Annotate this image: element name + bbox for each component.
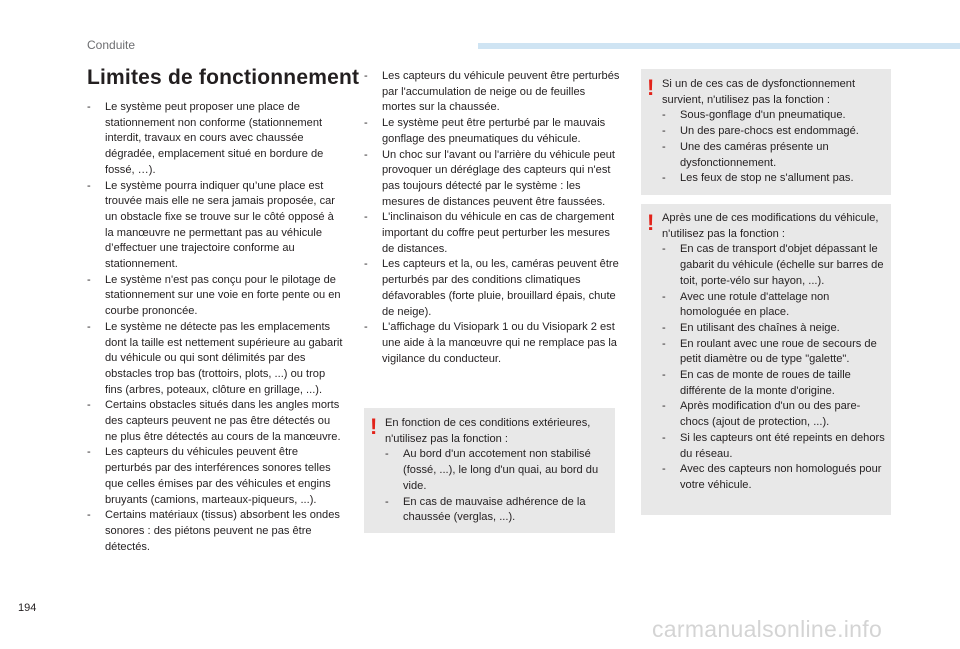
- list-item: - Le système peut être perturbé par le mauvais gonflage des pneumatiques du véhicule.: [364, 117, 606, 145]
- list-item: - Le système ne détecte pas les emplacements dont la taille est nettement supérieure au gabarit du véhicule ou qui sont délimités par des obstacles trop bas (trottoirs, plots, ...) ou trop fins (arbres, poteaux, clôture en grillage, ...).: [87, 320, 343, 396]
- list-item: - Un choc sur l'avant ou l'arrière du véhicule peut provoquer un déréglage des capteurs qui n'est pas toujours détecté par le système : les mesures de distances peuvent être faussées.: [364, 148, 616, 208]
- list-item: - L'affichage du Visiopark 1 ou du Visiopark 2 est une aide à la manœuvre qui ne remplace pas la vigilance du conducteur.: [364, 321, 617, 365]
- warning-box-modifications: [641, 204, 891, 515]
- limitations-list-2: [364, 69, 622, 367]
- watermark: carmanualsonline.info: [652, 616, 883, 642]
- list-item: - En cas de transport d'objet dépassant le gabarit du véhicule (échelle sur barres de toit, porte-vélo sur hayon, ...).: [662, 243, 884, 287]
- list-item: - Avec une rotule d'attelage non homologuée en place.: [662, 290, 830, 319]
- warning-intro: Si un de ces cas de dysfonctionnement survient, n'utilisez pas la fonction :: [662, 78, 856, 106]
- warning-box-malfunction: [641, 69, 891, 195]
- list-item: - Un des pare-chocs est endommagé.: [662, 125, 859, 138]
- page-title: Limites de fonctionnement: [87, 66, 360, 89]
- list-item: - Certains matériaux (tissus) absorbent les ondes sonores : des piétons peuvent ne pas être détectés.: [87, 509, 340, 553]
- warning-list: [662, 242, 885, 493]
- page-number: 194: [18, 602, 37, 614]
- list-item: - Certains obstacles situés dans les angles morts des capteurs peuvent ne pas être détectés ou ne plus être détectés au cours de la manœuvre.: [87, 399, 341, 443]
- list-item: - Le système peut proposer une place de stationnement non conforme (stationnement interdit, travaux en cours avec chaussée dégradée, emplacement situé en bordure de fossé, …).: [87, 101, 324, 176]
- list-item: - Le système n'est pas conçu pour le pilotage de stationnement sur une voie en forte pente ou en courbe prononcée.: [87, 273, 341, 318]
- list-item: - Les capteurs et la, ou les, caméras peuvent être perturbés par des conditions climatiques défavorables (forte pluie, brouillard épais, chute de neige).: [364, 258, 619, 318]
- warning-intro: Après une de ces modifications du véhicule, n'utilisez pas la fonction :: [662, 212, 879, 240]
- list-item: - Les feux de stop ne s'allument pas.: [662, 172, 854, 185]
- warning-list: [385, 447, 609, 526]
- column-1: [87, 100, 345, 555]
- warning-icon: !: [370, 414, 378, 439]
- list-item: - Le système pourra indiquer qu’une place est trouvée mais elle ne sera jamais proposée, car un obstacle fixe se trouve sur le côté opposé à la manœuvre ne permettant pas au véhicule d’effectuer une trajectoire conforme au stationnement.: [87, 179, 336, 271]
- list-item: - L'inclinaison du véhicule en cas de chargement important du coffre peut perturber les mesures de distances.: [364, 211, 615, 255]
- list-item: - En cas de monte de roues de taille différente de la monte d'origine.: [662, 369, 851, 397]
- list-item: - En utilisant des chaînes à neige.: [662, 321, 840, 334]
- list-item: - Les capteurs du véhicule peuvent être perturbés par l'accumulation de neige ou de feuilles mortes sur la chaussée.: [364, 70, 620, 114]
- warning-box-conditions: [364, 408, 615, 533]
- list-item: - En cas de mauvaise adhérence de la chaussée (verglas, ...).: [385, 495, 586, 524]
- list-item: - Avec des capteurs non homologués pour votre véhicule.: [662, 463, 882, 491]
- list-item: - En roulant avec une roue de secours de petit diamètre ou de type "galette".: [662, 337, 877, 366]
- warning-list: [662, 108, 885, 187]
- limitations-list-1: [87, 100, 345, 555]
- warning-icon: !: [647, 75, 655, 100]
- column-2: [364, 69, 622, 367]
- list-item: - Une des caméras présente un dysfonctionnement.: [662, 140, 829, 169]
- warning-icon: !: [647, 210, 655, 235]
- list-item: - Les capteurs du véhicules peuvent être perturbés par des interférences sonores telles que celles émises par des véhicules et engins bruyants (camions, marteaux-piqueurs, ...).: [87, 446, 331, 506]
- list-item: - Après modification d'un ou des pare-chocs (ajout de protection, ...).: [662, 400, 861, 429]
- list-item: - Si les capteurs ont été repeints en dehors du réseau.: [662, 431, 885, 460]
- warning-intro: En fonction de ces conditions extérieures, n'utilisez pas la fonction :: [385, 417, 591, 445]
- list-item: - Sous-gonflage d'un pneumatique.: [662, 109, 846, 122]
- section-label: Conduite: [87, 38, 136, 52]
- header-bar: [478, 43, 960, 49]
- list-item: - Au bord d'un accotement non stabilisé (fossé, ...), le long d'un quai, au bord du vide.: [385, 448, 599, 492]
